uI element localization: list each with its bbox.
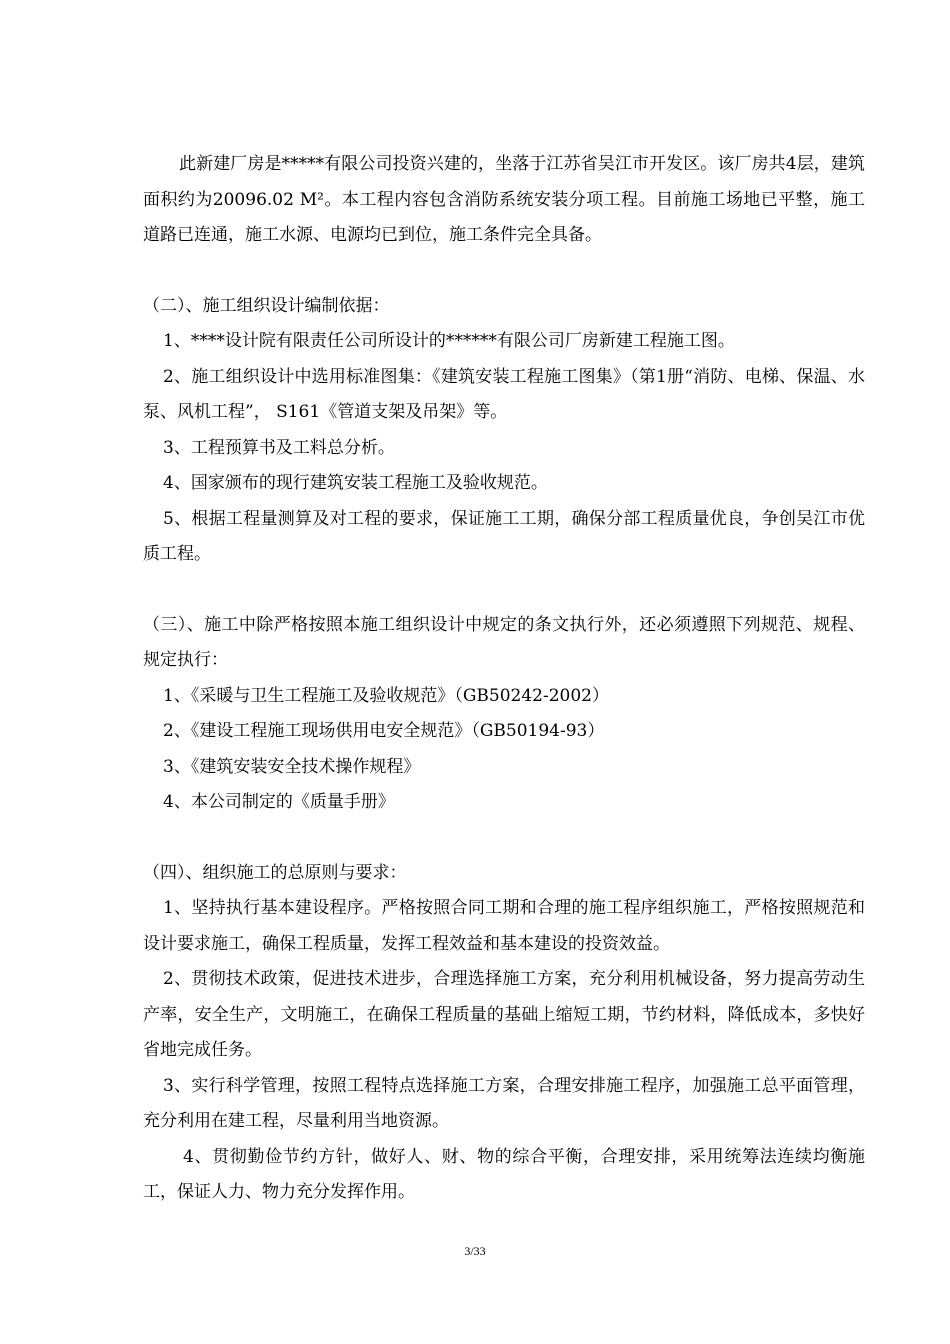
section-2-item-3: 3、工程预算书及工料总分析。: [163, 437, 395, 458]
section-4-item-1: 1、坚持执行基本建设程序。严格按照合同工期和合理的施工程序组织施工，严格按照规范和设计要求施工，确保工程质量，发挥工程效益和基本建设的投资效益。: [143, 898, 865, 954]
spacer: [143, 573, 865, 608]
section-2-item-2: 2、施工组织设计中选用标准图集：《建筑安装工程施工图集》（第1册“消防、电梯、保温、水泵、风机工程”， S161《管道支架及吊架》等。: [143, 366, 865, 422]
section-4-heading: （四）、组织施工的总原则与要求：: [143, 862, 407, 883]
page-number: 3/33: [464, 1244, 486, 1258]
section-4-item-3: 3、实行科学管理，按照工程特点选择施工方案，合理安排施工程序，加强施工总平面管理，充分利用在建工程，尽量利用当地资源。: [143, 1075, 865, 1131]
section-3-item-3: 3、《建筑安装安全技术操作规程》: [163, 756, 421, 777]
section-2-heading: （二）、施工组织设计编制依据：: [143, 295, 390, 316]
section-4-item-2: 2、贯彻技术政策，促进技术进步，合理选择施工方案，充分利用机械设备，努力提高劳动生产率，安全生产，文明施工，在确保工程质量的基础上缩短工期，节约材料，降低成本，多快好省地完成任务。: [143, 969, 865, 1060]
section-3-item-2: 2、《建设工程施工现场供用电安全规范》（GB50194-93）: [163, 721, 605, 741]
spacer: [143, 821, 865, 856]
section-2-item-1: 1、****设计院有限责任公司所设计的******有限公司厂房新建工程施工图。: [163, 331, 735, 351]
section-3-item-4: 4、本公司制定的《质量手册》: [163, 792, 395, 812]
section-3-heading: （三）、施工中除严格按照本施工组织设计中规定的条文执行外，还必须遵照下列规范、规程、规定执行：: [143, 614, 865, 670]
section-2-item-5: 5、根据工程量测算及对工程的要求，保证施工工期，确保分部工程质量优良，争创吴江市优质工程。: [143, 508, 865, 564]
section-3-item-1: 1、《采暖与卫生工程施工及验收规范》（GB50242-2002）: [163, 685, 609, 706]
document-body: [143, 147, 865, 1211]
spacer: [143, 254, 865, 289]
intro-paragraph: 此新建厂房是*****有限公司投资兴建的，坐落于江苏省吴江市开发区。该厂房共4层，建筑面积约为20096.02 M²。本工程内容包含消防系统安装分项工程。目前施工场地已平整，施工道路已连通，施工水源、电源均已到位，施工条件完全具备。: [143, 154, 865, 245]
section-2-item-4: 4、国家颁布的现行建筑安装工程施工及验收规范。: [163, 473, 548, 493]
section-4-item-4: 4、贯彻勤俭节约方针，做好人、财、物的综合平衡，合理安排，采用统筹法连续均衡施工，保证人力、物力充分发挥作用。: [143, 1146, 865, 1202]
